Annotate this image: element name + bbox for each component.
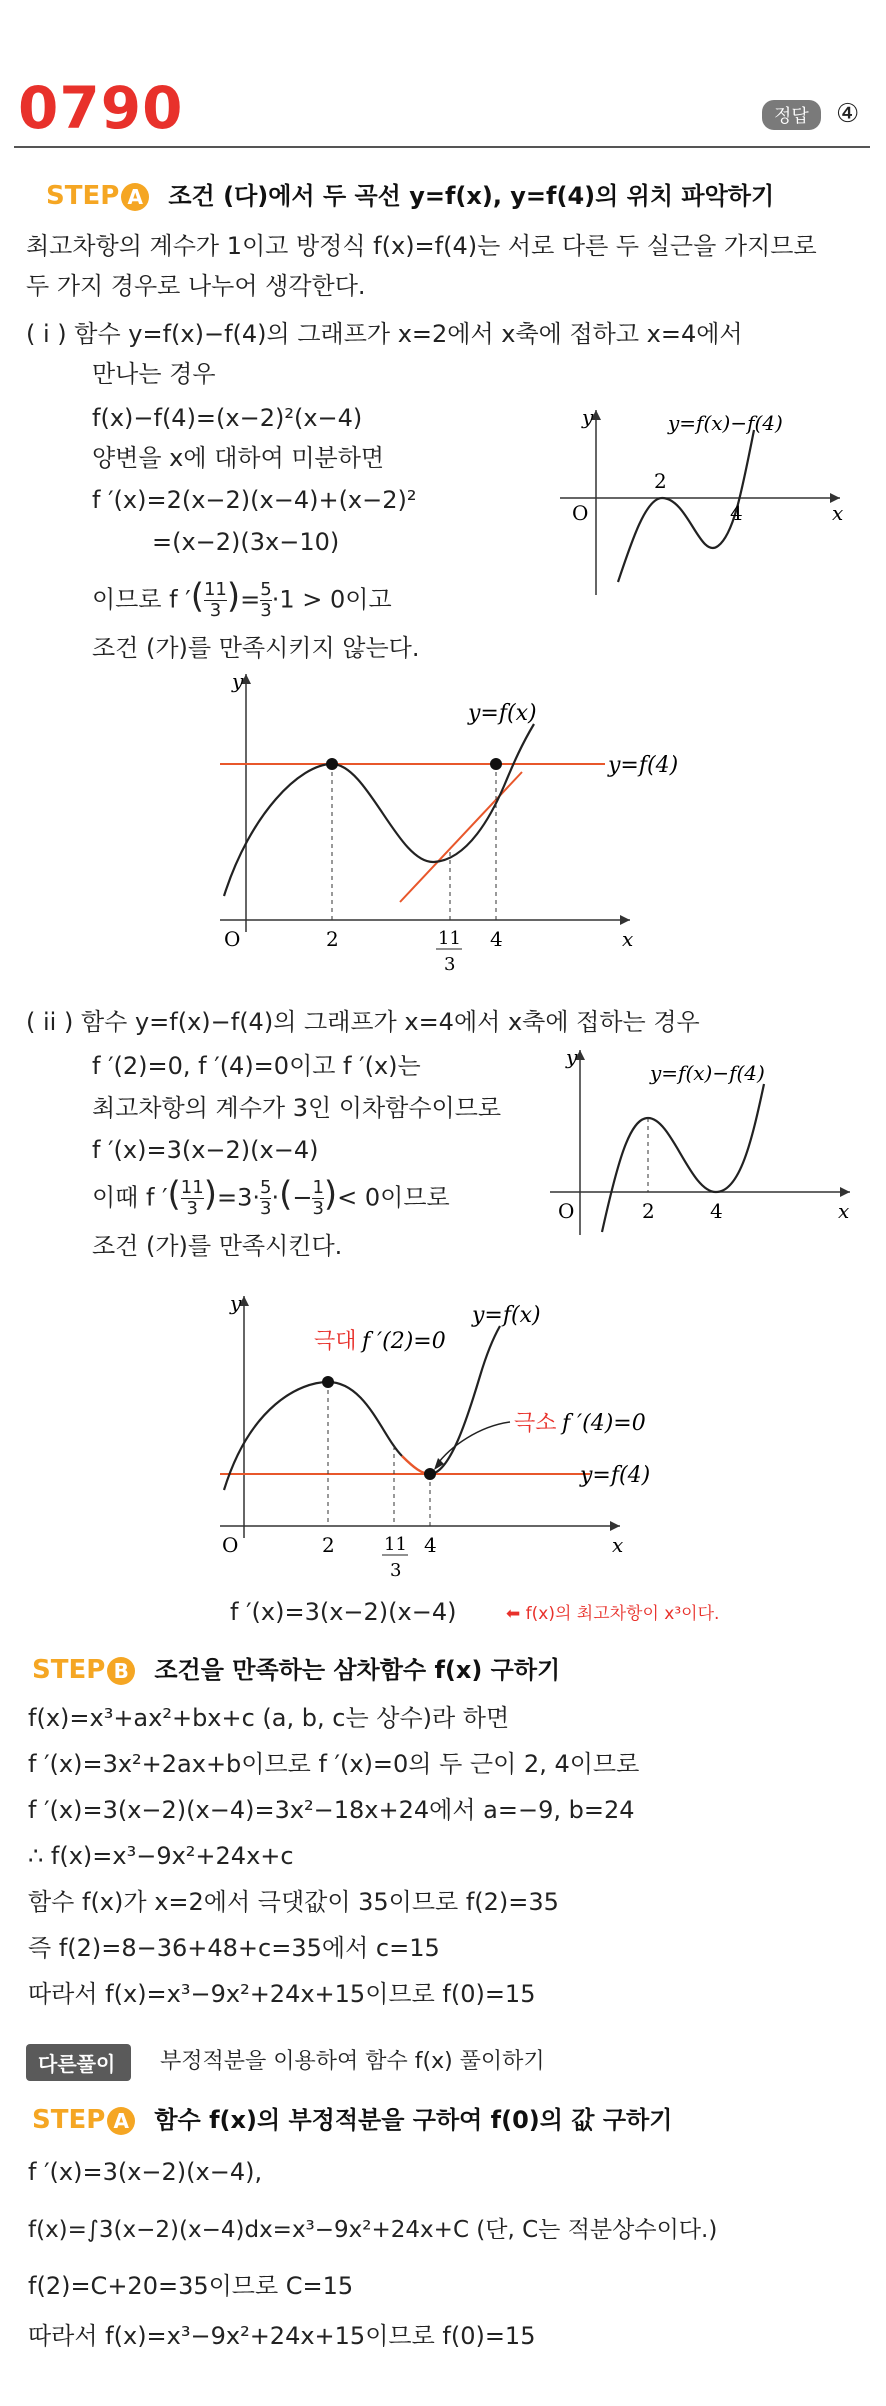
tick-2: 2 (642, 1199, 655, 1223)
tick-4: 4 (730, 501, 743, 525)
alt-line-3: f(2)=C+20=35이므로 C=15 (28, 2272, 354, 2300)
curve-label: y=f(x) (472, 1303, 541, 1328)
curve-label: y=f(x) (468, 701, 537, 726)
x-axis-label: x (832, 501, 844, 525)
graph1-curve-label: y=f(x)−f(4) (668, 411, 783, 435)
step-b-line-3: f ′(x)=3(x−2)(x−4)=3x²−18x+24에서 a=−9, b=24 (28, 1796, 635, 1824)
origin-label: O (222, 1533, 239, 1557)
step-a-header (46, 176, 774, 211)
intro-line-1: 최고차항의 계수가 1이고 방정식 f(x)=f(4)는 서로 다른 두 실근을 가지므로 (26, 232, 817, 260)
case1-heading-2: 만나는 경우 (92, 360, 216, 388)
graph-case2-difference (540, 1040, 860, 1240)
tick-2: 2 (322, 1533, 335, 1557)
alt-line-4: 따라서 f(x)=x³−9x²+24x+15이므로 f(0)=15 (28, 2322, 536, 2350)
problem-number: 0790 (18, 74, 184, 142)
origin-label: O (572, 501, 589, 525)
origin-label: O (558, 1199, 575, 1223)
final-derivative: f ′(x)=3(x−2)(x−4) (230, 1598, 457, 1626)
case1-line-2: 양변을 x에 대하여 미분하면 (92, 444, 385, 472)
step-b-line-1: f(x)=x³+ax²+bx+c (a, b, c는 상수)라 하면 (28, 1704, 510, 1732)
case1-l5-pre: 이므로 f ′ (92, 585, 191, 614)
tick-4: 4 (490, 927, 503, 951)
tick-11-den: 3 (444, 954, 456, 975)
tick-2: 2 (654, 469, 667, 493)
fraction-11-3: $\frac{11}{3}$ (180, 1177, 204, 1219)
max-word: 극대 (314, 1329, 357, 1354)
x-axis-label: x (838, 1199, 850, 1223)
x-axis-label: x (612, 1533, 624, 1557)
tick-11-den: 3 (390, 1560, 402, 1581)
alt-solution-desc: 부정적분을 이용하여 함수 f(x) 풀이하기 (160, 2049, 545, 2074)
max-eq: f ′(2)=0 (362, 1329, 446, 1354)
case2-line-4: 이때 f ′( $\frac{11}{3}$ )=3· $\frac{5}{3}$ ·(− $\frac{1}{3}$ )< 0이므로 (92, 1174, 450, 1219)
case2-line-2: 최고차항의 계수가 3인 이차함수이므로 (92, 1094, 502, 1122)
case2-heading: ( ii ) 함수 y=f(x)−f(4)의 그래프가 x=4에서 x축에 접하는 경우 (26, 1008, 700, 1036)
tick-11-num: 11 (384, 1534, 407, 1555)
alt-step-title: 함수 f(x)의 부정적분을 구하여 f(0)의 값 구하기 (154, 2106, 673, 2134)
graph-case2-function (210, 1286, 710, 1586)
graph-case1-function (210, 664, 710, 984)
fraction-5-3: $\frac{5}{3}$ (259, 1177, 272, 1219)
final-note: ⬅ f(x)의 최고차항이 x³이다. (506, 1604, 720, 1624)
answer-badge: 정답 (762, 100, 821, 130)
step-b-title: 조건을 만족하는 삼차함수 f(x) 구하기 (154, 1656, 561, 1684)
graph3-curve-label: y=f(x)−f(4) (650, 1061, 765, 1085)
step-label: STEP (32, 1655, 106, 1685)
step-b-line-5: 함수 f(x)가 x=2에서 극댓값이 35이므로 f(2)=35 (28, 1888, 559, 1916)
step-letter-badge: A (107, 2107, 135, 2135)
line-label: y=f(4) (580, 1463, 651, 1488)
y-axis-label: y (232, 669, 244, 693)
y-axis-label: y (230, 1291, 242, 1315)
tick-4: 4 (424, 1533, 437, 1557)
case1-eq-3: f ′(x)=2(x−2)(x−4)+(x−2)² (92, 486, 417, 514)
step-letter-badge: B (107, 1657, 135, 1685)
answer-value: ④ (836, 99, 860, 129)
step-b-line-7: 따라서 f(x)=x³−9x²+24x+15이므로 f(0)=15 (28, 1980, 536, 2008)
header-divider (14, 146, 870, 148)
case1-eq-4: =(x−2)(3x−10) (152, 528, 340, 556)
graph-case1-difference (550, 400, 850, 600)
y-axis-label: y (566, 1045, 578, 1069)
paren: ) (226, 576, 241, 617)
x-axis-label: x (622, 927, 634, 951)
fraction-11-3: $\frac{11}{3}$ (203, 579, 227, 621)
step-b-line-6: 즉 f(2)=8−36+48+c=35에서 c=15 (28, 1934, 440, 1962)
tick-2: 2 (326, 927, 339, 951)
case2-line-1: f ′(2)=0, f ′(4)=0이고 f ′(x)는 (92, 1052, 421, 1080)
step-a-title: 조건 (다)에서 두 곡선 y=f(x), y=f(4)의 위치 파악하기 (168, 182, 775, 210)
tick-11-num: 11 (438, 928, 461, 949)
alt-step-header (32, 2100, 672, 2135)
fraction-5-3: $\frac{5}{3}$ (260, 579, 272, 621)
case1-eq-1: f(x)−f(4)=(x−2)²(x−4) (92, 404, 363, 432)
min-word: 극소 (514, 1411, 557, 1436)
alt-solution-tag: 다른풀이 (26, 2044, 131, 2081)
fraction-1-3: $\frac{1}{3}$ (312, 1177, 324, 1219)
step-b-line-4: ∴ f(x)=x³−9x²+24x+c (28, 1842, 294, 1870)
paren: ( (190, 576, 204, 617)
alt-line-1: f ′(x)=3(x−2)(x−4), (28, 2158, 263, 2186)
intro-line-2: 두 가지 경우로 나누어 생각한다. (26, 272, 366, 300)
step-label: STEP (46, 181, 120, 211)
min-eq: f ′(4)=0 (562, 1411, 646, 1436)
step-label: STEP (32, 2105, 106, 2135)
y-axis-label: y (582, 405, 594, 429)
origin-label: O (224, 927, 241, 951)
case1-line-5: 이므로 f ′( $\frac{11}{3}$ )= $\frac{5}{3}$ ·1 > 0이고 (92, 576, 392, 621)
step-b-line-2: f ′(x)=3x²+2ax+b이므로 f ′(x)=0의 두 근이 2, 4이므로 (28, 1750, 640, 1778)
tick-4: 4 (710, 1199, 723, 1223)
step-b-header (32, 1650, 560, 1685)
alt-line-2: f(x)=∫3(x−2)(x−4)dx=x³−9x²+24x+C (단, C는 적분상수이다.) (28, 2217, 718, 2243)
case1-line-6: 조건 (가)를 만족시키지 않는다. (92, 634, 420, 662)
case2-line-3: f ′(x)=3(x−2)(x−4) (92, 1136, 319, 1164)
case2-line-5: 조건 (가)를 만족시킨다. (92, 1232, 343, 1260)
case1-heading: ( i ) 함수 y=f(x)−f(4)의 그래프가 x=2에서 x축에 접하고 x=4에서 (26, 320, 743, 348)
line-label: y=f(4) (608, 753, 679, 778)
step-letter-badge: A (121, 183, 149, 211)
